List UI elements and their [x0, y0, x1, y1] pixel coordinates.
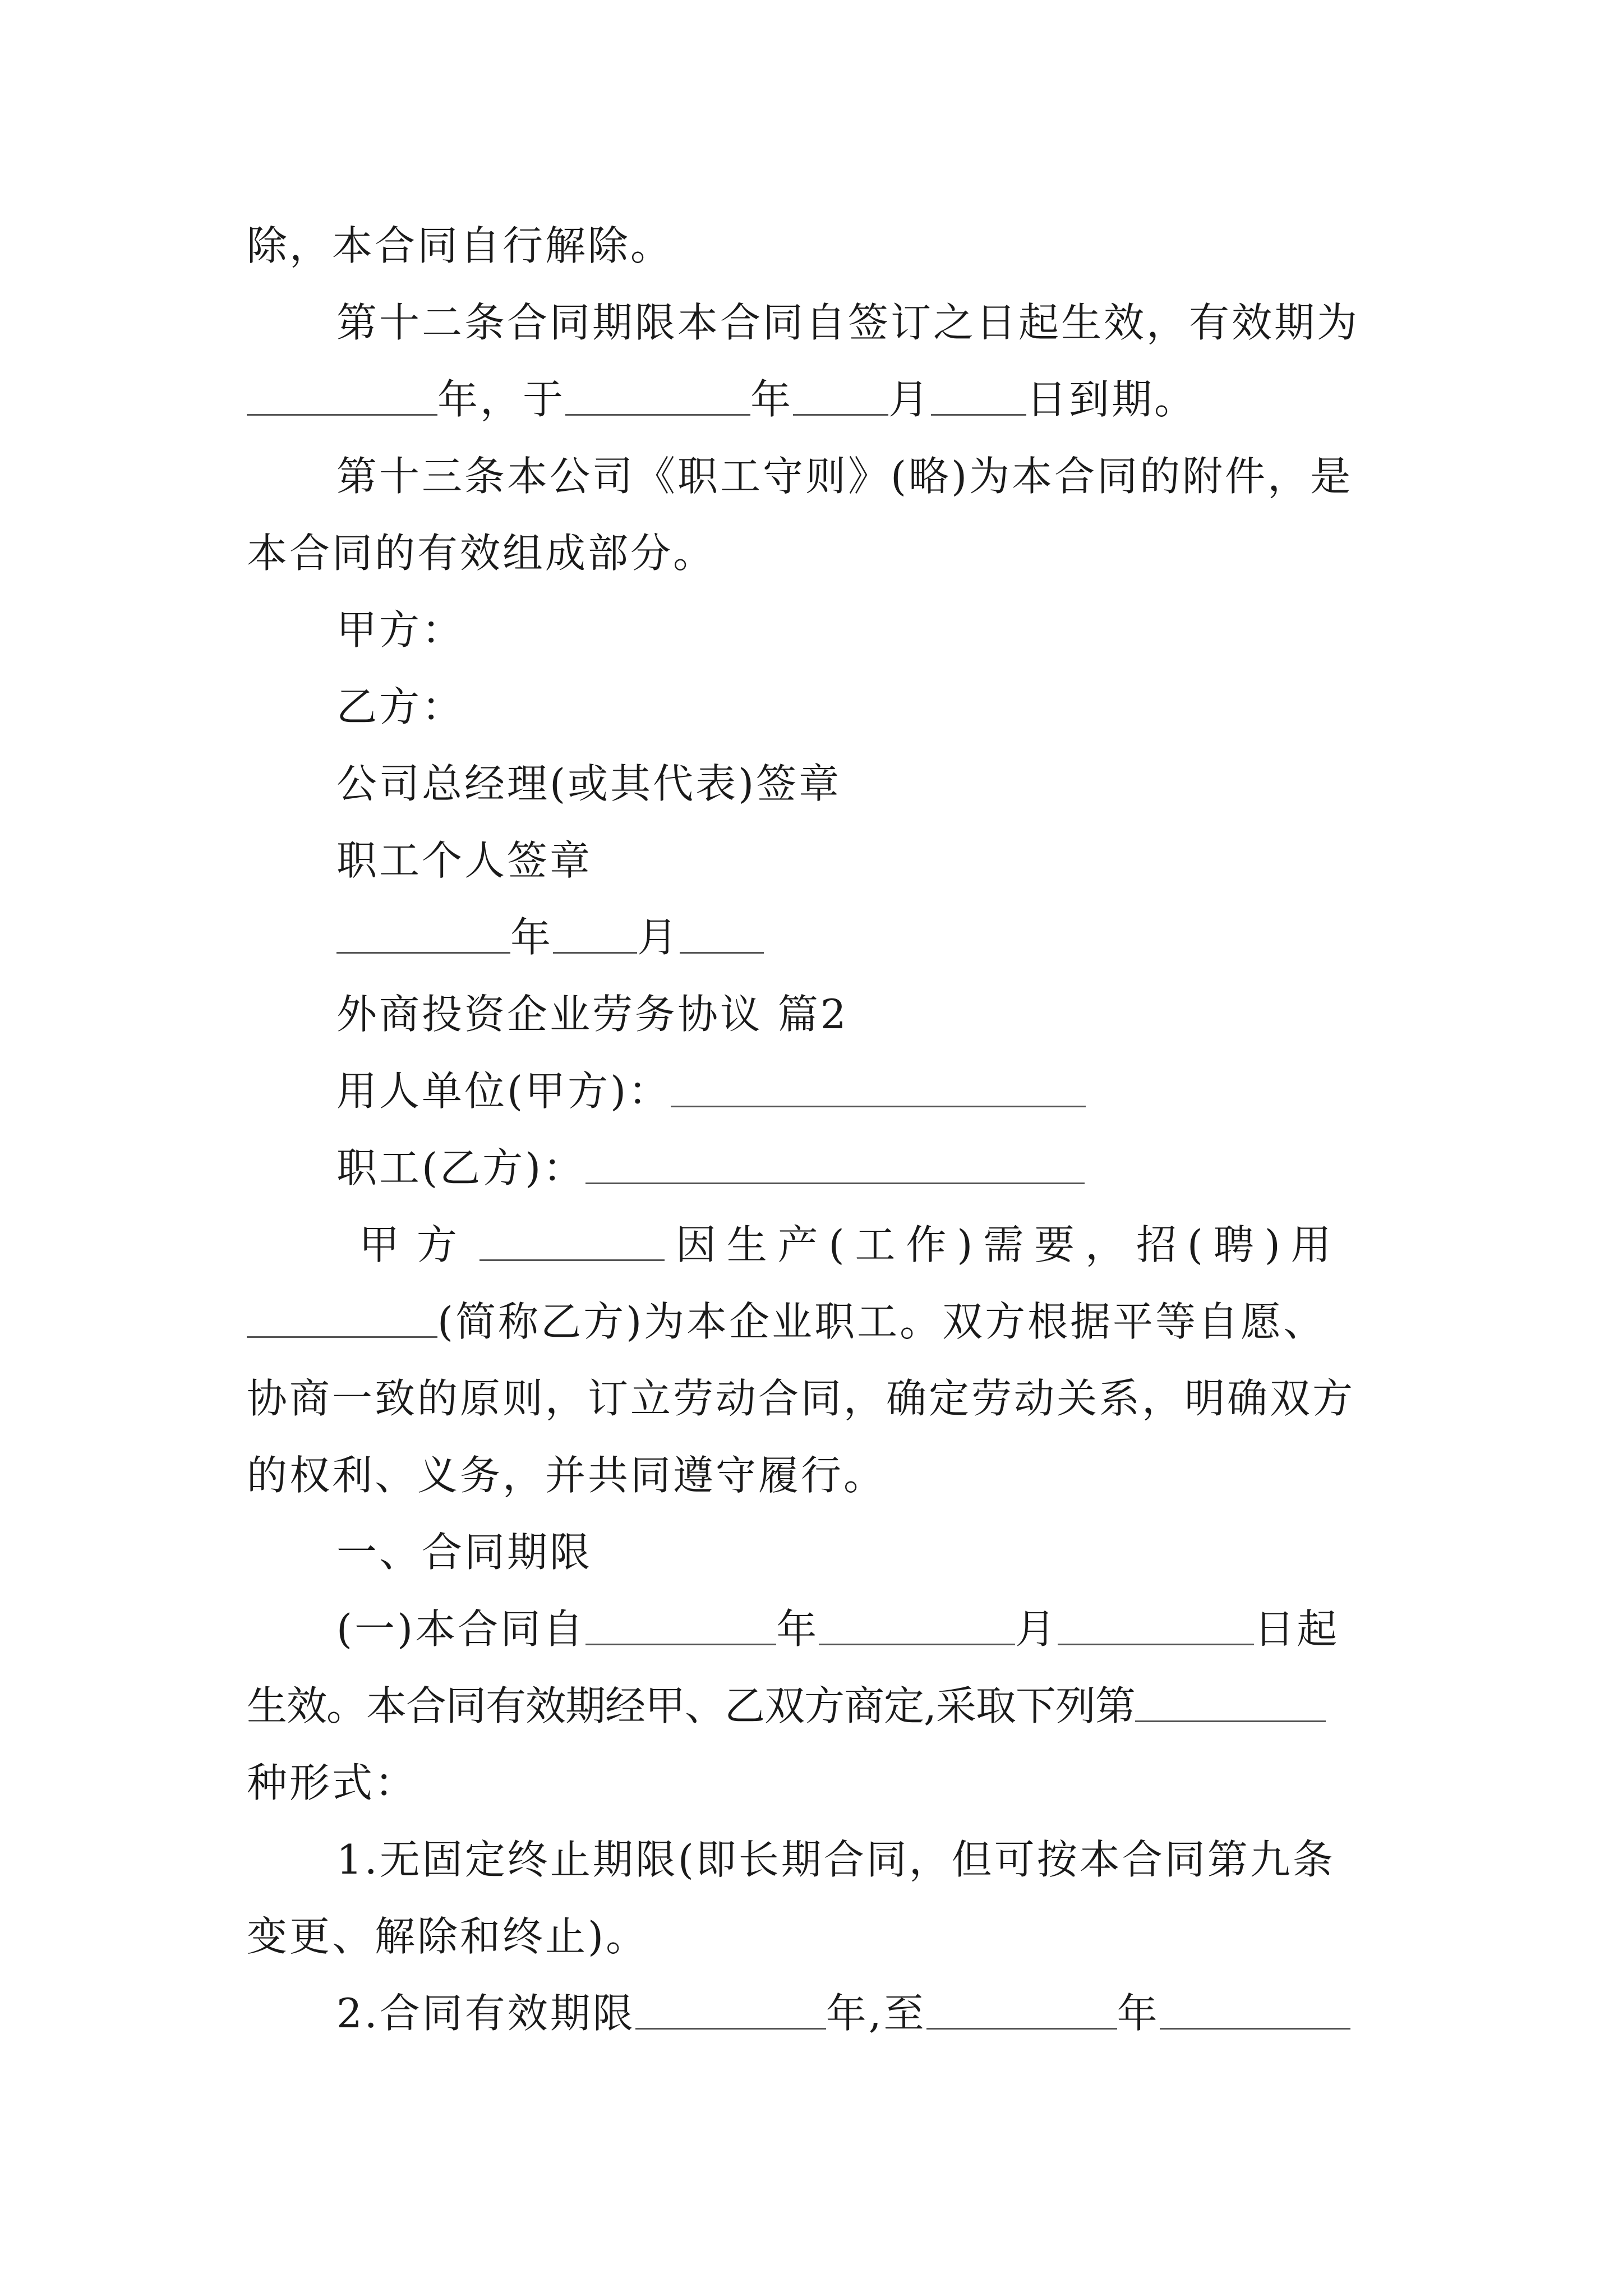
fill-blank[interactable]: [931, 375, 1026, 416]
text-segment: 职工个人签章: [336, 837, 593, 884]
fill-blank[interactable]: [926, 1989, 1117, 2030]
text-segment: 年: [510, 914, 554, 961]
text-line: [0, 283, 1623, 362]
fill-blank[interactable]: [553, 913, 637, 954]
text-line: [0, 1820, 1623, 1899]
signature-label-party-b: 乙方：: [336, 683, 465, 730]
fill-blank[interactable]: [247, 1297, 437, 1338]
fill-blank[interactable]: [680, 913, 764, 954]
fill-blank[interactable]: [479, 1220, 665, 1261]
fill-blank[interactable]: [247, 375, 437, 416]
text-segment: 外商投资企业劳务协议 篇2: [336, 991, 849, 1038]
text-line: [0, 591, 1623, 669]
text-line: [0, 206, 1623, 285]
fill-blank[interactable]: [793, 375, 888, 416]
text-segment: 年: [1117, 1990, 1160, 2037]
fill-blank[interactable]: [565, 375, 750, 416]
fill-blank[interactable]: [585, 1143, 1085, 1184]
text-segment: 日到期。: [1026, 376, 1197, 423]
text-segment: 年: [776, 1605, 819, 1653]
fill-blank[interactable]: [635, 1989, 826, 2030]
text-segment: 生效。本合同有效期经甲、乙双方商定,采取下列第: [247, 1682, 1135, 1729]
text-line: [0, 1282, 1623, 1361]
section-heading: [0, 975, 1623, 1053]
text-line: [0, 360, 1623, 439]
signature-label-party-a: 甲方：: [336, 606, 465, 654]
text-line: [0, 821, 1623, 900]
fill-blank[interactable]: [819, 1604, 1015, 1645]
fill-blank[interactable]: [336, 913, 510, 954]
text-segment: 1.无固定终止期限(即长期合同，但可按本合同第九条: [336, 1836, 1335, 1883]
text-segment: 种形式：: [247, 1759, 418, 1806]
text-line: [0, 1359, 1623, 1438]
text-segment: 月: [1015, 1605, 1058, 1653]
text-segment: 月: [637, 914, 680, 961]
section-heading: [0, 1513, 1623, 1591]
text-segment: 用人单位(甲方)：: [336, 1068, 671, 1115]
text-line: [0, 1667, 1623, 1745]
text-line: [0, 668, 1623, 746]
text-segment: 除，本合同自行解除。: [247, 222, 674, 269]
text-segment: 月: [888, 376, 932, 423]
text-line: [0, 1897, 1623, 1976]
text-line: [0, 1974, 1623, 2053]
text-line: [0, 1590, 1623, 1668]
text-segment: 2.合同有效期限: [336, 1990, 635, 2037]
text-line: [0, 1205, 1623, 1284]
fill-blank[interactable]: [671, 1066, 1086, 1107]
text-line: [0, 1052, 1623, 1130]
text-segment: 协商一致的原则，订立劳动合同，确定劳动关系，明确双方: [247, 1375, 1355, 1422]
text-segment: 年: [750, 376, 794, 423]
text-segment: 年，于: [437, 376, 566, 423]
text-line: [0, 1129, 1623, 1207]
fill-blank[interactable]: [1058, 1604, 1254, 1645]
fill-blank[interactable]: [585, 1604, 776, 1645]
text-segment: 的权利、义务，并共同遵守履行。: [247, 1452, 887, 1499]
text-segment: 职工(乙方)：: [336, 1144, 586, 1191]
text-segment: 因 生 产 ( 工 作 ) 需 要 ， 招 ( 聘 ) 用: [675, 1221, 1330, 1268]
fill-blank[interactable]: [1160, 1989, 1350, 2030]
text-segment: 变更、解除和终止)。: [247, 1913, 649, 1960]
text-segment: 第十二条合同期限本合同自签订之日起生效，有效期为: [336, 299, 1360, 346]
text-line: [0, 1743, 1623, 1822]
text-segment: 年,至: [826, 1990, 926, 2037]
text-segment: 本合同的有效组成部分。: [247, 530, 716, 577]
text-segment: 公司总经理(或其代表)签章: [336, 760, 842, 807]
text-segment: 日起: [1254, 1605, 1340, 1653]
text-segment: (一)本合同自: [336, 1605, 586, 1653]
text-line: [0, 514, 1623, 592]
text-segment: (简称乙方)为本企业职工。双方根据平等自愿、: [437, 1298, 1326, 1345]
text-line: [0, 744, 1623, 823]
text-line: [0, 437, 1623, 516]
text-segment: 一、合同期限: [336, 1529, 593, 1576]
fill-blank[interactable]: [1135, 1681, 1326, 1722]
text-segment: 甲 方: [359, 1221, 459, 1268]
text-line: [0, 1436, 1623, 1515]
text-segment: 第十三条本公司《职工守则》(略)为本合同的附件，是: [336, 453, 1353, 500]
text-line: [0, 898, 1623, 977]
